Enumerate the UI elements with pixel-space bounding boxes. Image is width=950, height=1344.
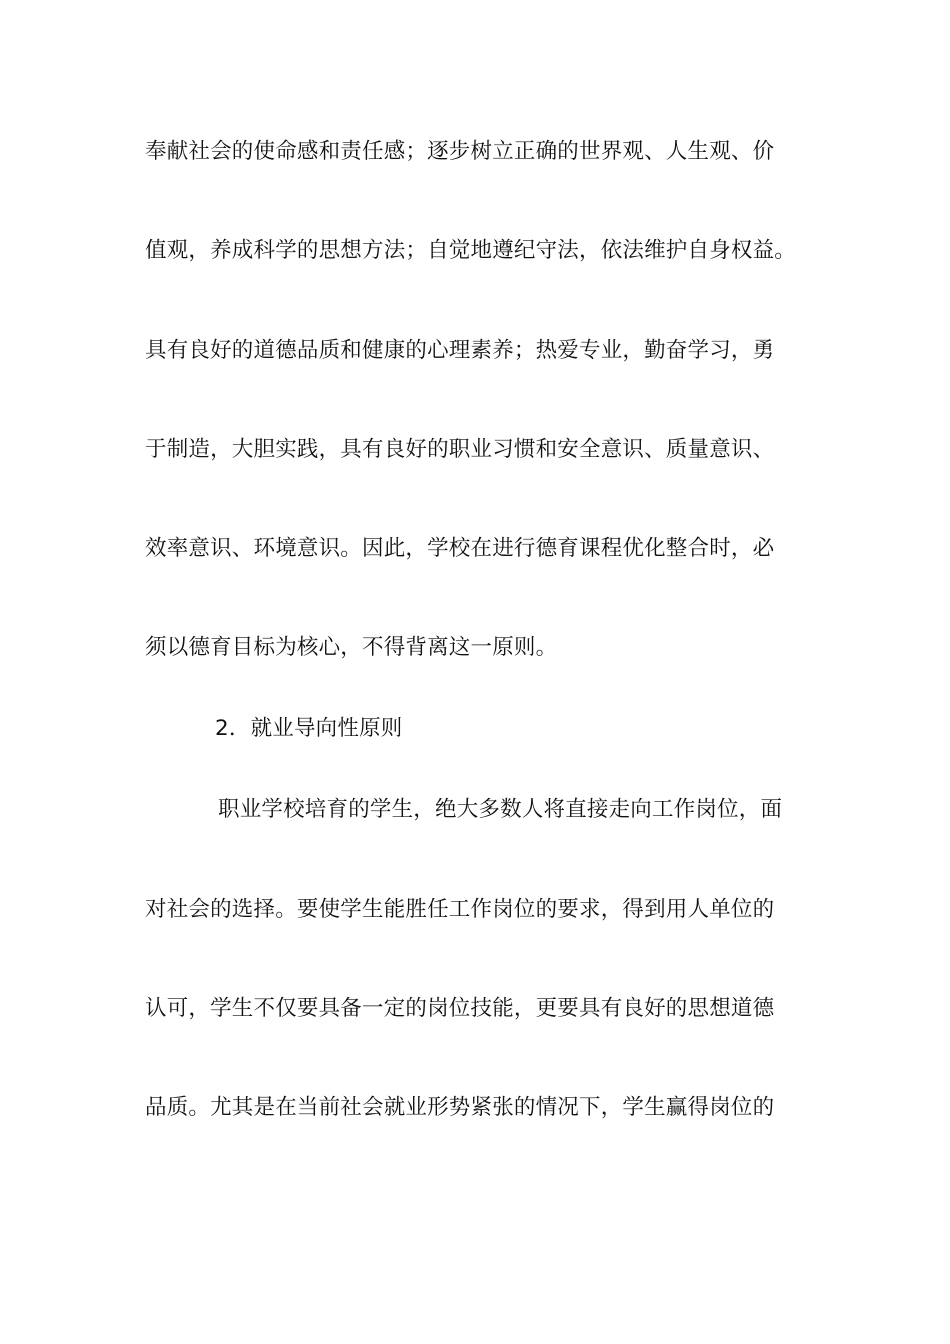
paragraph-line: 效率意识、环境意识。因此，学校在进行德育课程优化整合时，必 xyxy=(145,536,775,561)
paragraph-line: 值观，养成科学的思想方法；自觉地遵纪守法，依法维护自身权益。 xyxy=(145,238,797,263)
paragraph-line: 于制造，大胆实践，具有良好的职业习惯和安全意识、质量意识、 xyxy=(145,437,775,462)
paragraph-line: 对社会的选择。要使学生能胜任工作岗位的要求，得到用人单位的 xyxy=(145,897,775,922)
section-heading: 2．就业导向性原则 xyxy=(215,716,403,741)
paragraph-line: 认可，学生不仅要具备一定的岗位技能，更要具有良好的思想道德 xyxy=(145,996,775,1021)
paragraph-line: 品质。尤其是在当前社会就业形势紧张的情况下，学生赢得岗位的 xyxy=(145,1095,775,1120)
paragraph-line: 须以德育目标为核心，不得背离这一原则。 xyxy=(145,635,558,660)
paragraph-line: 具有良好的道德品质和健康的心理素养；热爱专业，勤奋学习，勇 xyxy=(145,338,775,363)
paragraph-line: 职业学校培育的学生，绝大多数人将直接走向工作岗位，面 xyxy=(218,797,783,822)
paragraph-line: 奉献社会的使命感和责任感；逐步树立正确的世界观、人生观、价 xyxy=(145,139,775,164)
